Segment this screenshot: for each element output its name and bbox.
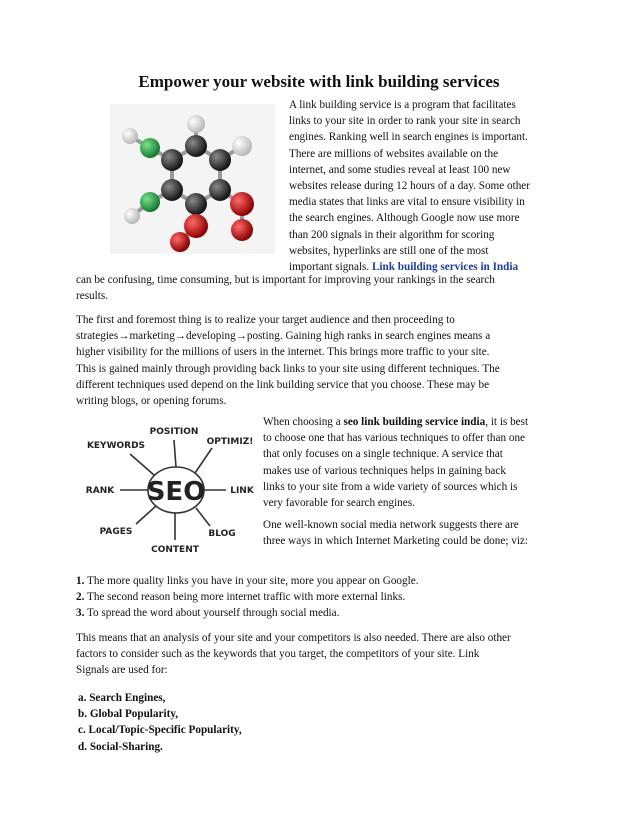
intro-line: links to your site in order to rank your site in search <box>289 115 521 128</box>
paragraph-analysis <box>76 630 596 679</box>
paragraph-line: One well-known social media network suggests there are <box>263 519 519 531</box>
paragraph-line: factors to consider such as the keywords that you target, the competitors of your site. Link <box>76 648 480 661</box>
list-item <box>76 589 596 605</box>
paragraph-strategy <box>76 312 576 409</box>
diagram-label-content: CONTENT <box>151 545 199 555</box>
paragraph-line: higher visibility for the millions of users in the internet. This brings more traffic to your site. <box>76 346 490 359</box>
paragraph-social <box>263 517 593 549</box>
molecule-illustration <box>110 104 275 254</box>
intro-line: than 200 signals in their algorithm for scoring <box>289 228 495 241</box>
list-item: d. Social-Sharing. <box>78 740 163 753</box>
paragraph-line: to choose one that has various techniques to offer than one <box>263 432 526 445</box>
diagram-label-link: LINK <box>230 486 254 496</box>
intro-continuation <box>76 272 576 304</box>
diagram-label-blog: BLOG <box>208 529 236 539</box>
list-item: a. Search Engines, <box>78 692 166 704</box>
step-strategies: strategies <box>76 330 119 343</box>
step-marketing: marketing <box>129 330 175 343</box>
paragraph-line: very favorable for search engines. <box>263 497 415 510</box>
intro-line: media states that links are vital to ensure visibility in <box>289 196 525 209</box>
paragraph-line: Signals are used for: <box>76 664 168 677</box>
paragraph-line: writing blogs, or opening forums. <box>76 395 227 408</box>
intro-line: A link building service is a program that facilitates <box>289 99 516 111</box>
diagram-label-position: POSITION <box>149 427 199 437</box>
list-item-text: To spread the word about yourself through social media. <box>84 607 340 620</box>
intro-continuation-line: results. <box>76 290 109 303</box>
list-number: 1. <box>76 575 85 587</box>
intro-line: There are millions of websites available on the <box>289 147 499 160</box>
seo-link-building-bold: seo link building service india <box>343 416 486 428</box>
link-building-services-link[interactable]: Link building services in India <box>371 261 519 274</box>
intro-line: websites, hyperlinks are still one of the most <box>289 244 489 257</box>
paragraph-line: This means that an analysis of your site and your competitors is also needed. There are also other <box>76 632 511 644</box>
lettered-list <box>78 690 378 755</box>
intro-continuation-line: can be confusing, time consuming, but is important for improving your rankings in the search <box>76 274 495 286</box>
paragraph-line: makes use of various techniques helps in gaining back <box>263 464 506 477</box>
choosing-prefix: When choosing a <box>263 416 344 428</box>
intro-line: internet, and some studies reveal at least 100 new <box>289 163 511 176</box>
seo-diagram-image <box>80 418 260 560</box>
arrow-icon: → <box>174 330 186 343</box>
list-item: b. Global Popularity, <box>78 708 179 721</box>
molecule-image <box>110 104 275 254</box>
paragraph-line: three ways in which Internet Marketing could be done; viz: <box>263 535 528 548</box>
diagram-label-keywords: KEYWORDS <box>86 441 146 451</box>
intro-line: the search engines. Although Google now use more <box>289 212 520 225</box>
seo-diagram <box>80 418 260 560</box>
list-number: 3. <box>76 607 85 620</box>
paragraph-line: that only focuses on a single technique. A service that <box>263 448 503 461</box>
intro-line: websites release during 12 hours of a day. Some other <box>289 180 530 193</box>
arrow-icon: → <box>118 330 130 343</box>
list-item <box>76 573 596 589</box>
diagram-label-pages: PAGES <box>99 527 133 537</box>
seo-center-label: SEO <box>146 477 206 507</box>
steps-line-tail: Gaining high ranks in search engines means a <box>282 330 491 343</box>
steps-line <box>76 328 576 344</box>
numbered-list <box>76 573 596 622</box>
list-number: 2. <box>76 591 85 604</box>
list-item: c. Local/Topic-Specific Popularity, <box>78 724 242 737</box>
paragraph-line: This is gained mainly through providing back links to your site using different techniques. The <box>76 362 500 375</box>
paragraph-choosing <box>263 414 593 511</box>
list-item-text: The more quality links you have in your site, more you appear on Google. <box>84 575 419 587</box>
list-item <box>76 605 596 621</box>
arrow-icon: → <box>235 330 247 343</box>
choosing-suffix: , it is best <box>485 416 529 428</box>
step-posting: posting. <box>246 330 283 343</box>
paragraph-line: The first and foremost thing is to realize your target audience and then proceeding to <box>76 314 455 326</box>
list-item-text: The second reason being more internet traffic with more external links. <box>84 591 406 604</box>
intro-line: engines. Ranking well in search engines is important. <box>289 131 528 144</box>
paragraph-line: links to your site from a wide variety of sources which is <box>263 480 518 493</box>
intro-last-line-prefix: important signals. <box>289 261 372 274</box>
step-developing: developing <box>185 330 236 343</box>
paragraph-line: different techniques used depend on the link building service that you choose. These may be <box>76 378 490 391</box>
intro-right-column <box>289 97 589 275</box>
choosing-first-line <box>263 414 593 430</box>
page-title: Empower your website with link building services <box>138 72 500 91</box>
diagram-label-rank: RANK <box>85 486 115 496</box>
diagram-label-optimize: OPTIMIZ! <box>206 437 254 447</box>
